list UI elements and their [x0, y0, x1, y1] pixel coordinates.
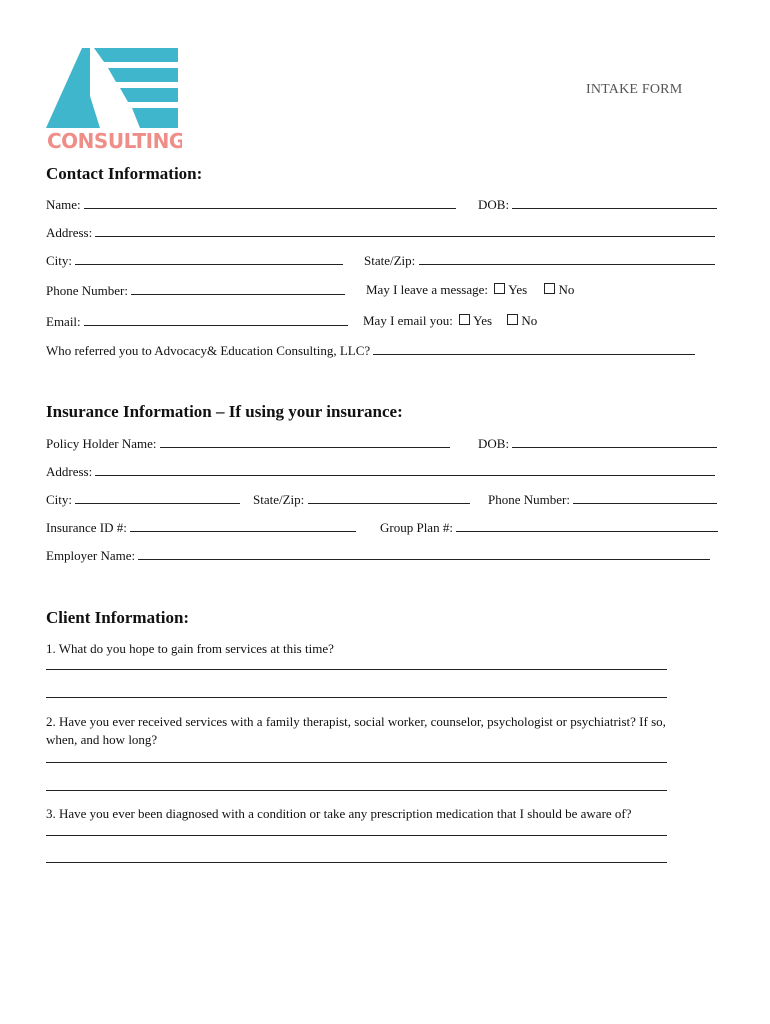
- insurance-heading: Insurance Information – If using your insurance:: [46, 402, 403, 421]
- question-3: 3. Have you ever been diagnosed with a condition or take any prescription medication that I should be aware of?: [46, 806, 632, 821]
- employer-label: Employer Name:: [46, 548, 136, 563]
- answer-3-line-1[interactable]: [46, 835, 667, 836]
- message-yes-checkbox[interactable]: [494, 283, 505, 294]
- dob-row: [478, 196, 717, 213]
- email-yes-checkbox[interactable]: [459, 314, 470, 325]
- insurance-city-label: City:: [46, 492, 73, 507]
- leave-message-label: May I leave a message:: [366, 282, 489, 297]
- insurance-phone-label: Phone Number:: [488, 492, 570, 507]
- question-2-line-1: 2. Have you ever received services with a family therapist, social worker, counselor, psychologist or psychiatrist? If so,: [46, 714, 666, 729]
- insurance-id-row: [46, 519, 356, 536]
- group-plan-field[interactable]: [456, 519, 718, 532]
- contact-heading: Contact Information:: [46, 164, 203, 183]
- insurance-city-row: [46, 491, 240, 508]
- city-row: [46, 252, 343, 269]
- insurance-dob-row: [478, 435, 717, 452]
- company-logo: [46, 46, 182, 155]
- insurance-phone-field[interactable]: [573, 491, 717, 504]
- question-2-line-2: when, and how long?: [46, 732, 158, 747]
- leave-message-row: [366, 282, 574, 298]
- insurance-id-label: Insurance ID #:: [46, 520, 127, 535]
- insurance-id-field[interactable]: [130, 519, 356, 532]
- address-label: Address:: [46, 225, 93, 240]
- answer-1-line-2[interactable]: [46, 697, 667, 698]
- group-plan-label: Group Plan #:: [380, 520, 453, 535]
- insurance-dob-field[interactable]: [512, 435, 717, 448]
- email-yes-label: Yes: [473, 313, 493, 328]
- message-no-checkbox[interactable]: [544, 283, 555, 294]
- insurance-dob-label: DOB:: [478, 436, 510, 451]
- dob-field[interactable]: [512, 196, 717, 209]
- logo-mark: [46, 46, 182, 150]
- policy-holder-row: [46, 435, 450, 452]
- city-label: City:: [46, 253, 73, 268]
- insurance-statezip-label: State/Zip:: [253, 492, 305, 507]
- client-heading: Client Information:: [46, 608, 190, 627]
- email-permission-row: [363, 313, 537, 329]
- phone-row: [46, 282, 345, 299]
- employer-field[interactable]: [138, 547, 710, 560]
- email-field[interactable]: [84, 313, 348, 326]
- email-no-label: No: [521, 313, 538, 328]
- policy-holder-label: Policy Holder Name:: [46, 436, 157, 451]
- message-yes-label: Yes: [508, 282, 528, 297]
- group-plan-row: [380, 519, 718, 536]
- message-no-label: No: [558, 282, 575, 297]
- name-row: [46, 196, 456, 213]
- insurance-statezip-row: [253, 491, 470, 508]
- name-field[interactable]: [84, 196, 456, 209]
- email-label: Email:: [46, 314, 81, 329]
- name-label: Name:: [46, 197, 81, 212]
- address-field[interactable]: [95, 224, 715, 237]
- insurance-address-field[interactable]: [95, 463, 715, 476]
- dob-label: DOB:: [478, 197, 510, 212]
- address-row: [46, 224, 715, 241]
- logo-wordmark: CONSULTING: [47, 129, 182, 150]
- policy-holder-field[interactable]: [160, 435, 450, 448]
- insurance-phone-row: [488, 491, 717, 508]
- form-title: INTAKE FORM: [586, 82, 683, 97]
- answer-2-line-1[interactable]: [46, 762, 667, 763]
- employer-row: [46, 547, 710, 564]
- statezip-label: State/Zip:: [364, 253, 416, 268]
- answer-3-line-2[interactable]: [46, 862, 667, 863]
- insurance-statezip-field[interactable]: [308, 491, 470, 504]
- phone-label: Phone Number:: [46, 283, 128, 298]
- referral-label: Who referred you to Advocacy& Education Consulting, LLC?: [46, 343, 371, 358]
- email-no-checkbox[interactable]: [507, 314, 518, 325]
- answer-1-line-1[interactable]: [46, 669, 667, 670]
- statezip-field[interactable]: [419, 252, 715, 265]
- insurance-city-field[interactable]: [75, 491, 240, 504]
- insurance-address-label: Address:: [46, 464, 93, 479]
- phone-field[interactable]: [131, 282, 345, 295]
- answer-2-line-2[interactable]: [46, 790, 667, 791]
- insurance-address-row: [46, 463, 715, 480]
- question-1: 1. What do you hope to gain from services at this time?: [46, 641, 334, 656]
- email-permission-label: May I email you:: [363, 313, 453, 328]
- referral-row: [46, 342, 695, 359]
- referral-field[interactable]: [373, 342, 695, 355]
- email-row: [46, 313, 348, 330]
- city-field[interactable]: [75, 252, 343, 265]
- statezip-row: [364, 252, 715, 269]
